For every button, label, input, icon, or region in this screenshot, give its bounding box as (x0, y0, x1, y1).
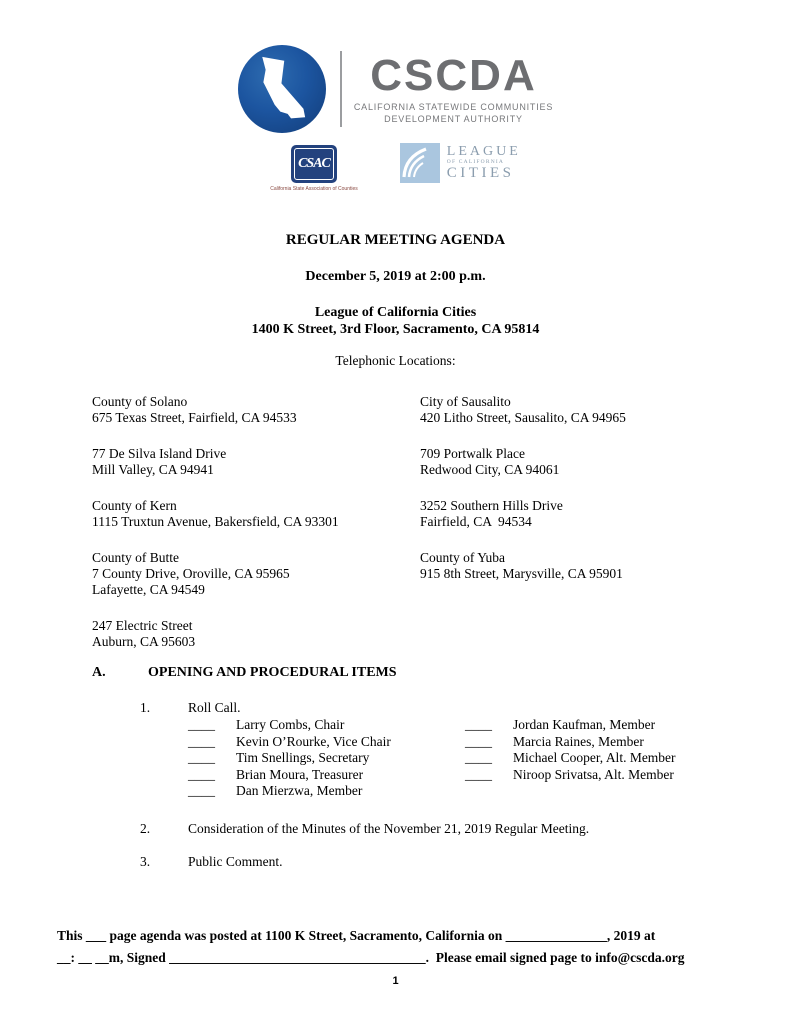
location-cell (92, 550, 420, 598)
item-text: Roll Call. (188, 700, 241, 715)
roll-call-blank: ____ (465, 717, 492, 732)
location-row (92, 394, 732, 426)
location-row (92, 446, 732, 478)
location-cell (92, 498, 420, 530)
league-wordmark (447, 145, 521, 181)
agenda-item-3 (92, 854, 742, 870)
location-line: 709 Portwalk Place (420, 446, 525, 461)
roll-call-blank: ____ (465, 766, 492, 782)
title-block (0, 232, 791, 369)
location-row (92, 550, 732, 598)
location-line: Mill Valley, CA 94941 (92, 462, 214, 477)
item-text: Consideration of the Minutes of the November 21, 2019 Regular Meeting. (188, 820, 590, 836)
roll-call-row (465, 767, 742, 784)
cscda-tagline-line1: CALIFORNIA STATEWIDE COMMUNITIES (353, 101, 554, 112)
league-line1: LEAGUE (446, 144, 521, 159)
roll-call-blank: ____ (188, 783, 215, 798)
item-number: 1. (140, 700, 151, 715)
location-line: 3252 Southern Hills Drive (420, 498, 563, 513)
section-a-label: A. (92, 665, 106, 680)
location-cell (92, 446, 420, 478)
location-row (92, 618, 732, 650)
posting-notice-line1: This ___ page agenda was posted at 1100 K Street, Sacramento, California on _______________, 2019 at (57, 928, 656, 943)
venue-name: League of California Cities (314, 305, 477, 320)
location-line: County of Solano (92, 394, 188, 409)
telephonic-locations-grid (92, 394, 732, 650)
roll-call-blank: ____ (465, 750, 492, 765)
agenda-item-1 (92, 700, 742, 716)
meeting-datetime: December 5, 2019 at 2:00 p.m. (305, 269, 486, 284)
location-row (92, 498, 732, 530)
logo-divider (340, 51, 342, 127)
csac-caption: California State Association of Counties (270, 186, 358, 192)
item-number: 3. (140, 853, 151, 869)
cscda-wordmark (353, 50, 554, 125)
roll-call-name: Brian Moura, Treasurer (236, 766, 364, 782)
location-line: 420 Litho Street, Sausalito, CA 94965 (420, 410, 626, 425)
venue-address: 1400 K Street, 3rd Floor, Sacramento, CA 95814 (251, 322, 540, 337)
location-line: Fairfield, CA 94534 (420, 514, 532, 529)
roll-call-row (465, 717, 742, 734)
roll-call-row (188, 767, 465, 784)
roll-call-name: Michael Cooper, Alt. Member (513, 750, 676, 765)
cscda-acronym: CSCDA (370, 50, 537, 100)
league-swoosh-icon (400, 143, 440, 183)
location-line: Auburn, CA 95603 (92, 634, 196, 649)
california-silhouette (253, 54, 311, 124)
league-line3: CITIES (446, 165, 515, 181)
item-text: Public Comment. (188, 853, 283, 869)
roll-call-blank: ____ (188, 766, 215, 782)
location-line: 77 De Silva Island Drive (92, 446, 227, 461)
csac-logo-inner-border (294, 148, 334, 180)
roll-call-name: Marcia Raines, Member (513, 733, 644, 749)
roll-call-blank: ____ (188, 750, 215, 765)
location-line: 915 8th Street, Marysville, CA 95901 (420, 566, 623, 581)
roll-call-row (465, 750, 742, 767)
roll-call-name: Kevin O’Rourke, Vice Chair (236, 733, 391, 749)
section-a-heading (92, 665, 742, 681)
roll-call-row (188, 783, 465, 800)
venue-block (0, 304, 791, 338)
roll-call-row (188, 717, 465, 734)
location-cell (420, 446, 732, 478)
partner-logos (0, 143, 791, 201)
location-line: Lafayette, CA 94549 (92, 582, 205, 597)
csac-acronym: CSAC (298, 156, 330, 171)
roll-call-left-column (188, 717, 465, 800)
roll-call-blank: ____ (465, 733, 492, 749)
roll-call-blank: ____ (188, 717, 215, 732)
roll-call-blank: ____ (188, 733, 215, 749)
roll-call-name: Jordan Kaufman, Member (513, 717, 656, 732)
location-line: 247 Electric Street (92, 618, 193, 633)
roll-call-name: Dan Mierzwa, Member (236, 783, 363, 798)
roll-call-name: Tim Snellings, Secretary (236, 750, 370, 765)
location-cell (420, 550, 732, 582)
telephonic-label: Telephonic Locations: (335, 353, 456, 368)
location-line: 675 Texas Street, Fairfield, CA 94533 (92, 410, 297, 425)
location-cell (92, 394, 420, 426)
posting-notice (57, 925, 743, 969)
meeting-title: REGULAR MEETING AGENDA (285, 232, 506, 248)
section-a-title: OPENING AND PROCEDURAL ITEMS (148, 665, 397, 680)
agenda-item-2 (92, 821, 742, 837)
roll-call-row (188, 750, 465, 767)
location-line: County of Yuba (420, 550, 505, 565)
roll-call-name: Niroop Srivatsa, Alt. Member (513, 766, 674, 782)
page-number: 1 (392, 975, 399, 987)
roll-call-right-column (465, 717, 742, 800)
cscda-tagline-line2: DEVELOPMENT AUTHORITY (384, 113, 523, 124)
league-line2: OF CALIFORNIA (446, 159, 505, 165)
item-number: 2. (140, 820, 151, 836)
location-line: County of Kern (92, 498, 177, 513)
posting-notice-line2: __: __ __m, Signed ______________________________________. Please email signed page to info@cscda.org (57, 950, 685, 965)
csac-logo (270, 145, 358, 192)
location-cell (420, 394, 732, 426)
location-line: City of Sausalito (420, 394, 511, 409)
location-cell (420, 498, 732, 530)
roll-call-list (92, 717, 742, 800)
roll-call-row (465, 734, 742, 751)
roll-call-row (188, 734, 465, 751)
cscda-logo (0, 0, 791, 133)
league-logo (400, 143, 521, 183)
location-line: 1115 Truxtun Avenue, Bakersfield, CA 93301 (92, 514, 339, 529)
location-line: County of Butte (92, 550, 179, 565)
location-line: Redwood City, CA 94061 (420, 462, 560, 477)
location-line: 7 County Drive, Oroville, CA 95965 (92, 566, 290, 581)
roll-call-name: Larry Combs, Chair (236, 717, 345, 732)
agenda-section (92, 665, 742, 870)
csac-logo-icon (291, 145, 337, 183)
california-state-icon (238, 45, 326, 133)
location-cell (92, 618, 420, 650)
